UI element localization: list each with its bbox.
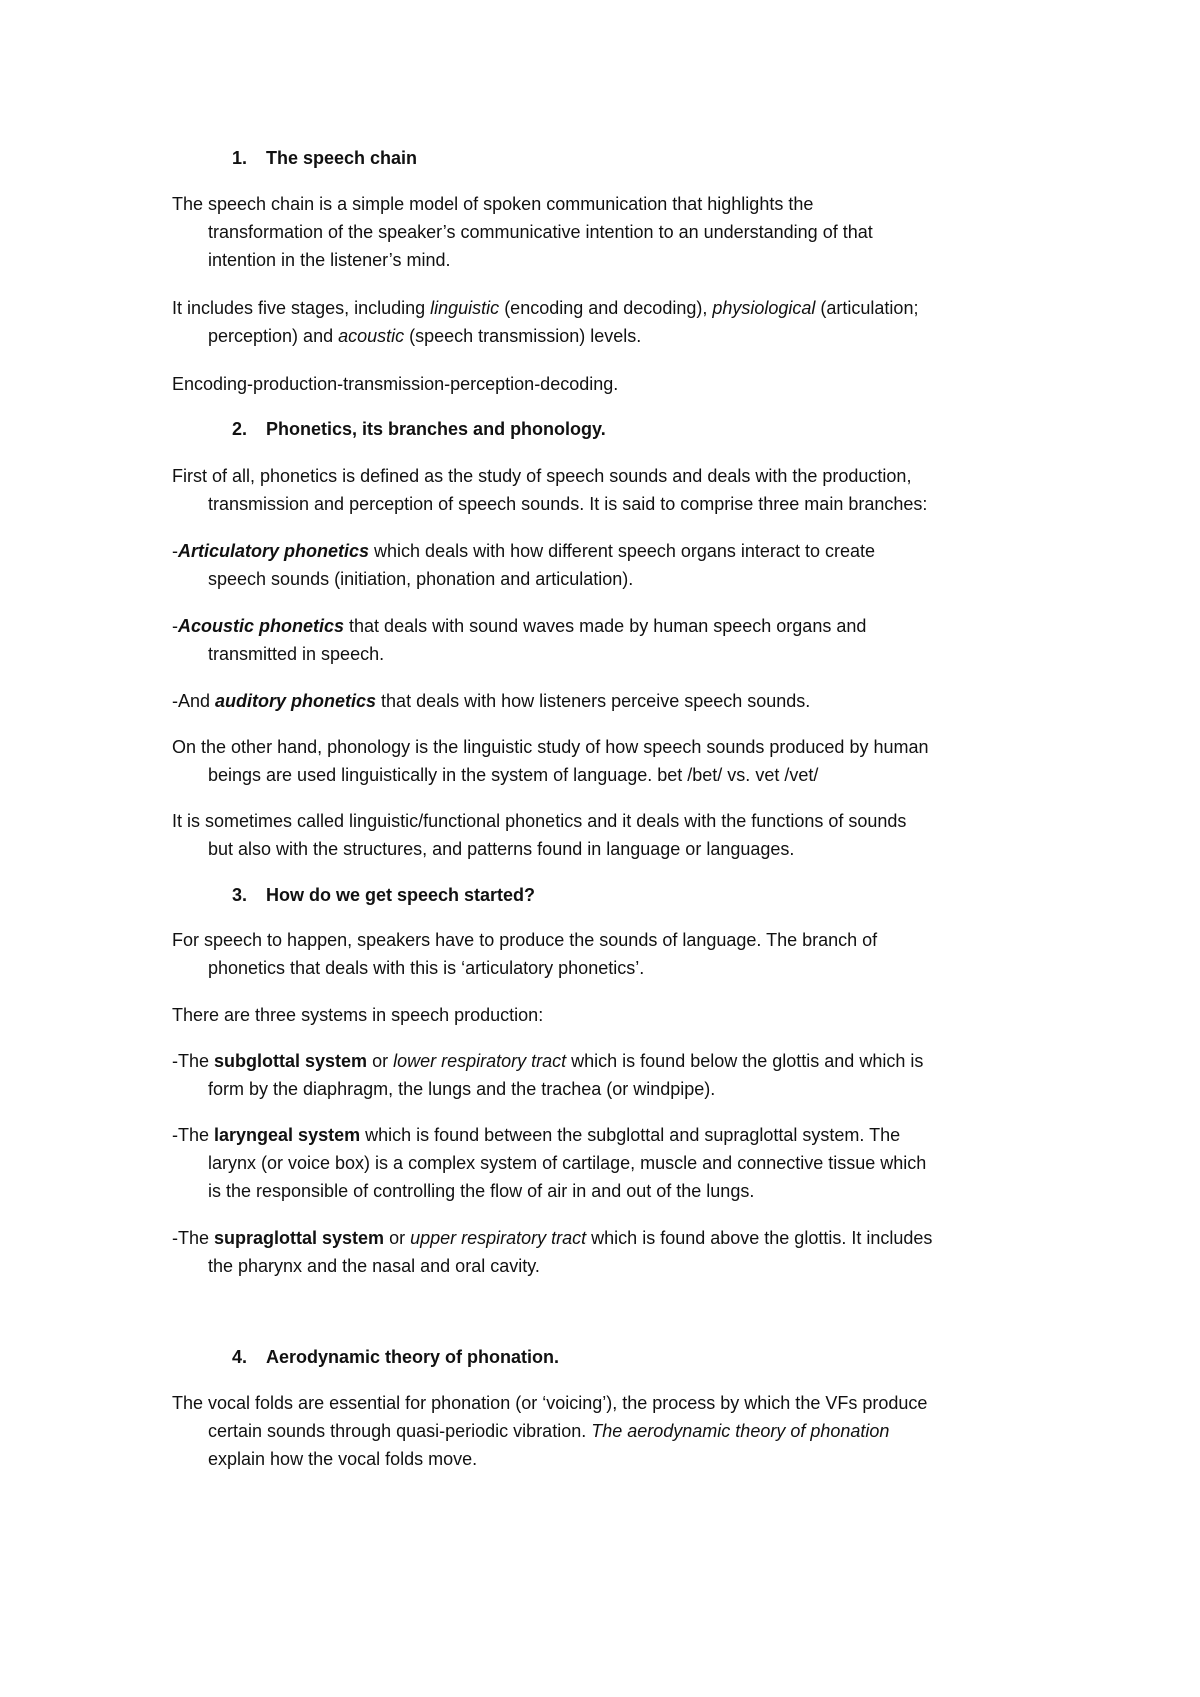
section-title: The speech chain (266, 148, 418, 168)
section-title: Phonetics, its branches and phonology. (266, 419, 606, 439)
text-run: or (384, 1228, 411, 1248)
text-line (172, 1125, 900, 1146)
text-line: First of all, phonetics is defined as the study of speech sounds and deals with the production, (172, 466, 912, 486)
section-title: Aerodynamic theory of phonation. (266, 1347, 560, 1367)
emphasis-physiological: physiological (712, 298, 816, 318)
emphasis-acoustic: acoustic (338, 326, 405, 346)
text-line: There are three systems in speech production: (172, 1005, 544, 1025)
term-supraglottal-system: supraglottal system (214, 1228, 385, 1248)
term-acoustic-phonetics: Acoustic phonetics (178, 616, 345, 636)
text-line: is the responsible of controlling the flow of air in and out of the lungs. (208, 1181, 755, 1201)
text-line: transmission and perception of speech sounds. It is said to comprise three main branches: (208, 494, 928, 514)
text-run: or (367, 1051, 394, 1071)
text-line: transformation of the speaker’s communicative intention to an understanding of that (208, 222, 873, 242)
text-run: that deals with how listeners perceive speech sounds. (376, 691, 811, 711)
text-run: -The (172, 1125, 215, 1145)
text-line (172, 298, 918, 319)
text-line: explain how the vocal folds move. (208, 1449, 478, 1469)
term-auditory-phonetics: auditory phonetics (215, 691, 377, 711)
section-number: 1. (232, 148, 248, 168)
text-line: For speech to happen, speakers have to produce the sounds of language. The branch of (172, 930, 878, 950)
text-line: It is sometimes called linguistic/functional phonetics and it deals with the functions of sounds (172, 811, 907, 831)
text-run: (encoding and decoding), (499, 298, 713, 318)
text-line: Encoding-production-transmission-perception-decoding. (172, 374, 619, 394)
text-line: the pharynx and the nasal and oral cavity. (208, 1256, 540, 1276)
text-run: perception) and (208, 326, 339, 346)
text-run: which deals with how different speech organs interact to create (369, 541, 875, 561)
term-laryngeal-system: laryngeal system (214, 1125, 361, 1145)
text-run: certain sounds through quasi-periodic vibration. (208, 1421, 592, 1441)
emphasis-aerodynamic-theory: The aerodynamic theory of phonation (591, 1421, 890, 1441)
section-title: How do we get speech started? (266, 885, 536, 905)
text-run: (articulation; (815, 298, 919, 318)
text-line: but also with the structures, and patterns found in language or languages. (208, 839, 795, 859)
text-line (208, 326, 641, 347)
term-upper-respiratory-tract: upper respiratory tract (410, 1228, 587, 1248)
text-run: -The (172, 1051, 215, 1071)
text-run: which is found above the glottis. It includes (586, 1228, 933, 1248)
text-line: form by the diaphragm, the lungs and the trachea (or windpipe). (208, 1079, 716, 1099)
text-line: phonetics that deals with this is ‘articulatory phonetics’. (208, 958, 645, 978)
text-line: larynx (or voice box) is a complex system of cartilage, muscle and connective tissue which (208, 1153, 927, 1173)
text-run: - (172, 541, 178, 561)
term-articulatory-phonetics: Articulatory phonetics (178, 541, 370, 561)
text-run: - (172, 616, 178, 636)
text-run: It includes five stages, including (172, 298, 431, 318)
text-line: speech sounds (initiation, phonation and articulation). (208, 569, 634, 589)
term-lower-respiratory-tract: lower respiratory tract (393, 1051, 567, 1071)
section-number: 4. (232, 1347, 248, 1367)
text-line: beings are used linguistically in the system of language. bet /bet/ vs. vet /vet/ (208, 765, 819, 785)
text-line: The vocal folds are essential for phonation (or ‘voicing’), the process by which the VFs produce (172, 1393, 928, 1413)
text-line: intention in the listener’s mind. (208, 250, 451, 270)
text-line (172, 1228, 932, 1249)
text-run: which is found between the subglottal and supraglottal system. The (360, 1125, 901, 1145)
section-number: 2. (232, 419, 248, 439)
text-run: -The (172, 1228, 215, 1248)
text-run: which is found below the glottis and which is (566, 1051, 924, 1071)
text-line: transmitted in speech. (208, 644, 385, 664)
emphasis-linguistic: linguistic (430, 298, 500, 318)
section-number: 3. (232, 885, 248, 905)
text-line (172, 541, 875, 562)
text-run: (speech transmission) levels. (404, 326, 642, 346)
text-line (172, 1051, 923, 1072)
text-line (172, 691, 810, 712)
text-line (172, 616, 866, 637)
term-subglottal-system: subglottal system (214, 1051, 368, 1071)
text-run: that deals with sound waves made by human speech organs and (344, 616, 867, 636)
text-line: On the other hand, phonology is the linguistic study of how speech sounds produced by human (172, 737, 929, 757)
text-line: The speech chain is a simple model of spoken communication that highlights the (172, 194, 814, 214)
text-line (208, 1421, 889, 1442)
text-run: -And (172, 691, 216, 711)
